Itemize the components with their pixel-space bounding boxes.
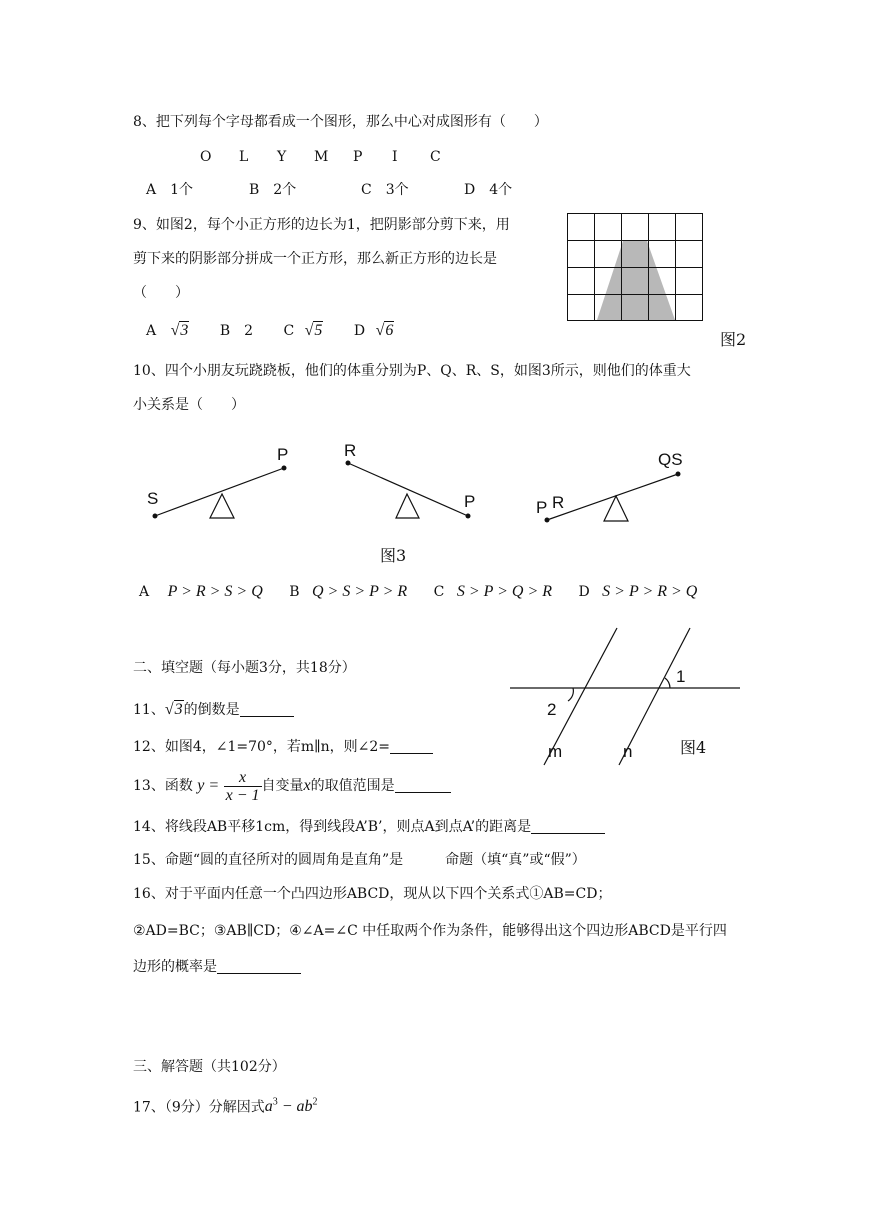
seesaw-1-right-point [282,466,287,471]
figure-2-shaded-region [597,241,675,320]
seesaw-3-right-label: QS [658,450,683,469]
q8-letter: O [200,149,212,165]
seesaw-1-left-point [153,514,158,519]
seesaw-2-left-point [346,461,351,466]
q10-option-b-expr: Q > S > P > R [311,583,408,600]
line-m-label: m [548,742,563,761]
q10-option-b-letter: B [289,584,300,600]
q11 [133,701,294,719]
q12-answer-blank[interactable] [390,739,433,754]
q11-prefix: 11、 [133,702,165,718]
angle-1-arc [665,678,670,688]
q9-option-d-sqrt: √6 [375,322,394,339]
q8-option-c: C 3个 [361,182,409,198]
q8-letter: M [314,149,329,165]
figure-4-caption: 图4 [680,738,707,757]
figure-3-caption: 图3 [380,546,407,565]
seesaw-1 [155,468,284,518]
q13-mid: 自变量 [261,778,304,794]
q11-sqrt: √3 [164,701,183,718]
q8-option-d: D 4个 [464,182,513,198]
line-n-label: n [623,742,633,761]
seesaw-3-left-label-1: P [536,498,548,517]
q8-letter: C [430,149,441,165]
q8-option-b: B 2个 [249,182,297,198]
seesaw-2-right-point [466,514,471,519]
q13-lhs: y = [197,777,220,794]
q8-option-a: A 1个 [146,182,194,198]
q8-letter: I [392,149,398,165]
figure-3-seesaws [140,440,740,550]
q14-text: 14、将线段AB平移1cm，得到线段A’B’，则点A到点A’的距离是 [133,819,532,835]
q10-option-a-expr: P > R > S > Q [167,583,263,600]
q16-line3 [133,958,301,976]
q10-option-c-expr: S > P > Q > R [456,583,553,600]
q15-text: 15、命题“圆的直径所对的圆周角是直角”是 命题（填“真”或“假”） [133,852,586,868]
q10-option-d-expr: S > P > R > Q [602,583,698,600]
q10-line1: 10、四个小朋友玩跷跷板，他们的体重分别为P、Q、R、S，如图3所示，则他们的体重大 [133,363,691,379]
seesaw-3 [547,474,678,521]
q16-answer-blank[interactable] [217,959,301,974]
seesaw-3-right-point [676,472,681,477]
angle-1-label: 1 [676,667,686,686]
seesaw-3-left-point [545,518,550,523]
q9-option-d: D [353,323,366,339]
q13-suffix: 的取值范围是 [310,778,395,794]
q8-stem: 8、把下列每个字母都看成一个图形，那么中心对成图形有（ ） [133,114,548,130]
q17-prefix: 17、（9分）分解因式 [133,1099,265,1116]
seesaw-1-left-label: S [147,489,159,508]
figure-4-parallel-lines [510,625,750,775]
q13-answer-blank[interactable] [395,778,451,793]
q16-line1: 16、对于平面内任意一个凸四边形ABCD，现从以下四个关系式①AB=CD； [133,886,612,902]
section-2-title: 二、填空题（每小题3分，共18分） [133,660,356,676]
seesaw-2 [348,463,468,518]
q9-option-c-sqrt: √5 [304,322,323,339]
q9-line2: 剪下来的阴影部分拼成一个正方形，那么新正方形的边长是 [133,251,497,267]
angle-2-arc [568,688,573,701]
q9-option-a: A [146,323,157,339]
q14-answer-blank[interactable] [531,819,605,834]
q9-option-c: C [283,323,295,339]
q13-fraction: $\frac{x}{x - 1}$ [225,768,260,804]
q10-option-c-letter: C [433,584,445,600]
q9-option-a-sqrt: √3 [170,322,189,339]
seesaw-2-left-label: R [344,441,357,460]
q13-prefix: 13、函数 [133,778,193,794]
q10-option-d-letter: D [578,584,590,600]
q13-var: x [303,777,311,794]
q11-answer-blank[interactable] [240,702,294,717]
seesaw-1-right-label: P [277,445,289,464]
angle-2-label: 2 [547,700,557,719]
q16-line3-text: 边形的概率是 [133,959,217,975]
q17 [133,1094,318,1116]
seesaw-2-right-label: P [464,492,476,511]
q13 [133,766,451,806]
seesaw-3-left-label-2: R [552,493,565,512]
q14 [133,818,605,836]
figure-2-grid [567,213,727,348]
q9-options [146,322,394,340]
q12-text: 12、如图4，∠1=70°，若m∥n，则∠2= [133,739,391,755]
q9-line3: （ ） [133,285,189,301]
q8-letter: Y [277,149,287,165]
q8-letter: L [239,149,249,165]
q17-expr: $a^3 - ab^2$ [264,1097,318,1116]
q10-line2: 小关系是（ ） [133,397,245,413]
section-3-title: 三、解答题（共102分） [133,1059,286,1075]
q10-options [139,583,697,601]
q8-letter: P [353,149,363,165]
q10-option-a-letter: A [139,584,150,600]
q12 [133,738,433,756]
q9-option-b: B 2 [219,323,254,339]
q11-suffix: 的倒数是 [183,702,240,718]
q16-line2: ②AD=BC；③AB∥CD；④∠A=∠C 中任取两个作为条件，能够得出这个四边形ABCD是平行四 [133,923,727,939]
q9-line1: 9、如图2，每个小正方形的边长为1，把阴影部分剪下来，用 [133,217,510,233]
figure-2-caption: 图2 [720,330,747,349]
